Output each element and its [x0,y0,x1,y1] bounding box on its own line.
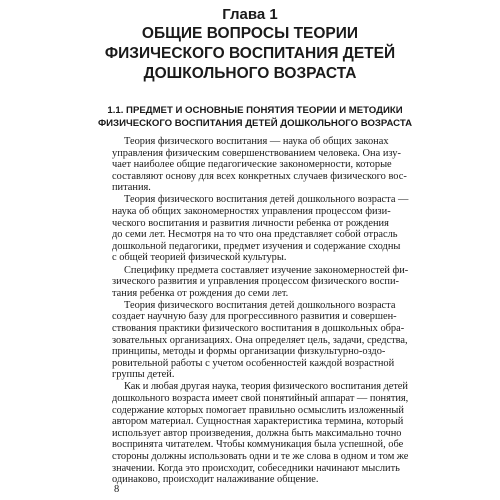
section-title-line: 1.1. ПРЕДМЕТ И ОСНОВНЫЕ ПОНЯТИЯ ТЕОРИИ И МЕТОДИКИ [107,105,403,116]
paragraph-line: Спецификy предмета составляет изучение закономерностей фи- [124,264,409,276]
paragraph-line: ческого воспитания и развития личности ребенка от рождения [112,217,389,229]
paragraph-line: чает наиболее общие педагогические закономерности, которые [112,159,392,171]
paragraph-line: использует автор произведения, должна быть максимально точно [112,427,402,439]
section-title-line: ФИЗИЧЕСКОГО ВОСПИТАНИЯ ДЕТЕЙ ДОШКОЛЬНОГО ВОЗРАСТА [97,118,413,129]
chapter-label: Глава 1 [222,6,278,23]
paragraph [112,381,408,485]
chapter-title-line: ОБЩИЕ ВОПРОСЫ ТЕОРИИ [141,25,359,42]
chapter-title-line: ДОШКОЛЬНОГО ВОЗРАСТА [143,65,357,82]
chapter-title-line: ФИЗИЧЕСКОГО ВОСПИТАНИЯ ДЕТЕЙ [104,45,396,62]
paragraph-line: питания. [112,182,151,194]
paragraph-line: значении. Когда это происходит, собеседники начинают мыслить [112,462,400,474]
paragraph-line: стороны должны использовать одни и те же слова в одном и том же [112,451,409,463]
paragraph-line: составляют основу для всех конкретных случаев физического вос- [112,170,407,182]
paragraph-line: одинаково, происходит налаживание общение. [112,474,319,486]
paragraph-line: воспринята читателем. Чтобы коммуникация была успешной, обе [112,439,404,451]
paragraph [112,300,408,381]
paragraph-line: ствования практики физического воспитания в дошкольных обра- [112,323,405,334]
paragraph-line: тания ребенка от рождения до семи лет. [112,287,289,299]
paragraph-line: дошкольного возраста имеет свой понятийный аппарат — понятия, [112,393,409,405]
paragraph-line: принципы, методы и формы организации физкультурно-оздо- [112,346,386,358]
paragraph-line: ровительной работы с учетом особенностей каждой возрастной [112,357,395,369]
paragraph-line: зовательных организациях. Она определяет цель, задачи, средства, [112,334,408,346]
paragraph-line: создает научную базу для прогрессивного развития и совершен- [112,311,397,323]
page-number: 8 [114,484,120,495]
paragraph-line: содержание которых помогает правильно осмыслить изложенный [112,404,404,416]
paragraph [112,194,408,264]
paragraph-line: дошкольной педагогики, предмет изучения и содержание сходны [112,240,401,252]
paragraph-line: Теория физического воспитания — наука об общих законах [124,136,389,147]
paragraph-line: группы детей. [112,369,175,381]
paragraph [112,265,408,300]
paragraph-line: наука об общих закономерностях управления процессом физи- [112,206,391,218]
paragraph-line: до семи лет. Несмотря на то что она представляет собой отрасль [112,229,398,241]
paragraph-line: с общей теорией физической культуры. [112,252,287,264]
paragraph-line: Теория физического воспитания детей дошкольного возраста — [124,194,409,206]
paragraph-line: Как и любая другая наука, теория физического воспитания детей [124,381,408,393]
paragraph-line: управления физическим совершенствованием человека. Она изу- [112,147,401,159]
paragraph [112,136,408,194]
body-text [112,136,408,486]
section-title [90,104,420,130]
paragraph-line: Теория физического воспитания детей дошкольного возраста [124,299,396,311]
chapter-title [60,24,440,84]
paragraph-line: зического развития и управления процессом физического воспи- [112,276,399,288]
paragraph-line: автором материал. Сущностная характеристика термина, который [112,416,404,428]
